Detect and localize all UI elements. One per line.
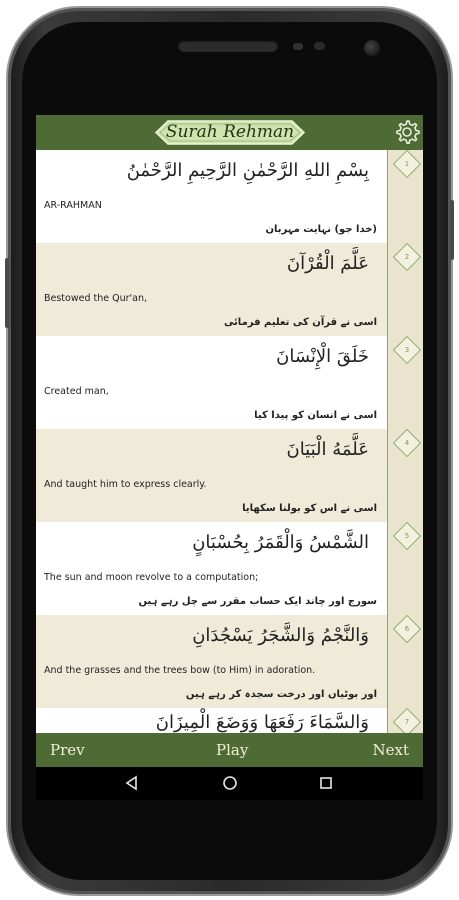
ayah-number: 4 <box>404 439 410 447</box>
ayah-item-2[interactable] <box>36 243 387 337</box>
front-camera <box>364 40 380 56</box>
app-title: Surah Rehman <box>165 122 295 142</box>
title-bar <box>36 115 423 150</box>
system-nav-bar <box>36 767 423 800</box>
ayah-item-5[interactable] <box>36 522 387 616</box>
ayah-english-text: Bestowed the Qur'an, <box>44 293 148 304</box>
volume-button <box>5 258 9 328</box>
ayah-number-badge[interactable] <box>393 522 421 550</box>
ayah-urdu-text: (خدا جو) نہایت مہربان <box>265 224 377 235</box>
ayah-arabic-text: عَلَّمَ الْقُرْآنَ <box>286 253 369 274</box>
play-button[interactable]: Play <box>216 741 249 759</box>
ayah-urdu-text: اسی نے قرآن کی تعلیم فرمائی <box>223 317 377 328</box>
power-button <box>450 200 454 260</box>
ayah-number: 3 <box>404 346 410 354</box>
ayah-number: 7 <box>404 718 410 726</box>
light-sensor <box>314 42 325 50</box>
ayah-number-badge[interactable] <box>393 708 421 733</box>
ayah-english-text: And taught him to express clearly. <box>44 479 207 490</box>
home-circle-icon[interactable] <box>222 775 238 791</box>
ayah-english-text: Created man, <box>44 386 109 397</box>
app-screen <box>36 115 423 800</box>
ayah-number-badge[interactable] <box>393 615 421 643</box>
ayah-urdu-text: اسی نے اس کو بولنا سکھایا <box>242 503 377 514</box>
ayah-arabic-text: بِسْمِ اللهِ الرَّحْمٰنِ الرَّحِيمِ الرَّحْمٰنُ <box>126 160 369 181</box>
ayah-arabic-text: الشَّمْسُ وَالْقَمَرُ بِحُسْبَانٍ <box>192 532 369 553</box>
ayah-item-1[interactable] <box>36 150 387 244</box>
ayah-arabic-text: وَالسَّمَاءَ رَفَعَهَا وَوَضَعَ الْمِيزَانَ <box>155 712 369 733</box>
recents-square-icon[interactable] <box>318 775 334 791</box>
ayah-number: 2 <box>404 253 410 261</box>
ayah-item-4[interactable] <box>36 429 387 523</box>
ayah-item-6[interactable] <box>36 615 387 709</box>
ayah-item-3[interactable] <box>36 336 387 430</box>
ayah-urdu-text: اور بوٹیاں اور درخت سجدہ کر رہے ہیں <box>185 689 377 700</box>
back-triangle-icon[interactable] <box>124 775 140 791</box>
prev-button[interactable]: Prev <box>50 741 85 759</box>
ayah-english-text: AR-RAHMAN <box>44 200 102 211</box>
ayah-arabic-text: عَلَّمَهُ الْبَيَانَ <box>286 439 369 460</box>
ayah-number-badge[interactable] <box>393 150 421 178</box>
proximity-sensor <box>293 43 303 50</box>
earpiece-speaker <box>178 40 278 52</box>
ayah-english-text: And the grasses and the trees bow (to Him) in adoration. <box>44 665 316 676</box>
ayah-english-text: The sun and moon revolve to a computation; <box>44 572 259 583</box>
ayah-number: 6 <box>404 625 410 633</box>
ayah-number-badge[interactable] <box>393 429 421 457</box>
ayah-list[interactable] <box>36 150 423 733</box>
ayah-arabic-text: خَلَقَ الْإِنْسَانَ <box>276 346 369 367</box>
ayah-item-7[interactable] <box>36 708 387 733</box>
playback-bar <box>36 733 423 767</box>
ayah-number-rail <box>387 150 423 733</box>
ayah-arabic-text: وَالنَّجْمُ وَالشَّجَرُ يَسْجُدَانِ <box>192 625 369 646</box>
ayah-urdu-text: اسی نے انسان کو پیدا کیا <box>254 410 377 421</box>
ayah-urdu-text: سورج اور چاند ایک حساب مقرر سے چل رہے ہیں <box>138 596 377 607</box>
gear-icon[interactable] <box>393 118 421 146</box>
ayah-number-badge[interactable] <box>393 336 421 364</box>
ayah-number-badge[interactable] <box>393 243 421 271</box>
ayah-number: 5 <box>404 532 410 540</box>
ayah-number: 1 <box>404 160 410 168</box>
next-button[interactable]: Next <box>372 741 409 759</box>
